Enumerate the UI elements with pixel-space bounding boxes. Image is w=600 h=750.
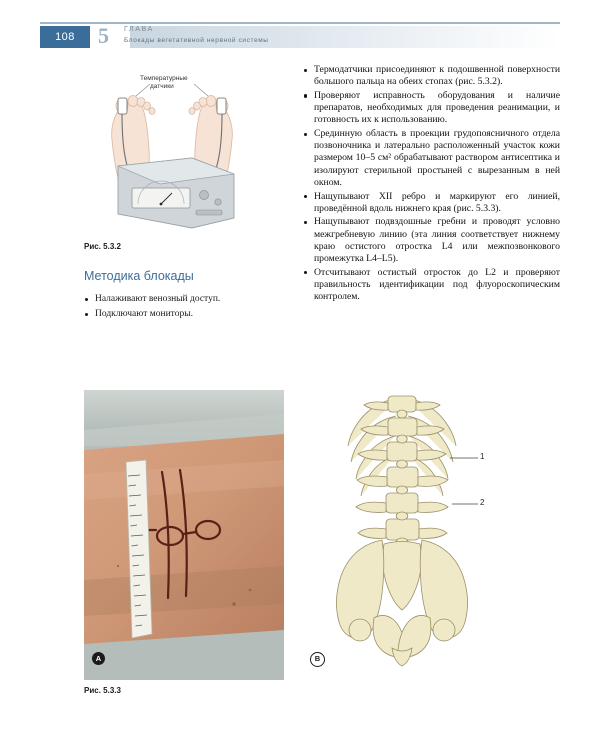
skeleton-label-2: 2 <box>480 498 485 507</box>
thermometer-device <box>118 158 234 228</box>
list-item: Проверяют исправность оборудования и наличие препаратов, необходимых для проведения реанимации, и готовность их к использованию. <box>302 90 560 127</box>
skeleton-label-1: 1 <box>480 452 485 461</box>
left-column <box>84 62 284 323</box>
figure-back-photo <box>84 390 284 680</box>
list-item: Налаживают венозный доступ. <box>84 293 284 306</box>
page-number: 108 <box>55 31 75 43</box>
feet-diagram-svg <box>84 62 284 242</box>
figure-1-caption: Рис. 5.3.2 <box>84 242 121 251</box>
svg-text:Температурные: Температурные <box>140 75 188 82</box>
header-rule <box>40 22 560 24</box>
right-column <box>302 64 560 305</box>
list-item: Нащупывают XII ребро и маркируют его линией, проведённой вдоль нижнего края (рис. 5.3.3). <box>302 191 560 215</box>
back-photo-svg <box>84 390 284 680</box>
figure-feet-thermometer <box>84 62 284 242</box>
skeleton-svg <box>302 390 502 680</box>
chapter-title: Блокады вегетативной нервной системы <box>124 37 269 44</box>
list-item: Срединную область в проекции грудопоясничного отдела позвоночника и латерально расположенный участок кожи размером 10–5 см² обрабатывают раствором антисептика и изолируют стерильной простыней с вырезанным в ней окном. <box>302 128 560 189</box>
list-item: Нащупывают подвздошные гребни и проводят условно межгребневую линию (эта линия соответствует нижнему краю остистого отростка L4 или межпозвонкового промежутка L4–L5). <box>302 216 560 265</box>
folio-box <box>40 26 90 48</box>
list-item: Отсчитывают остистый отросток до L2 и проверяют правильность идентификации под флуороскопическим контролем. <box>302 267 560 304</box>
list-item: Подключают мониторы. <box>84 308 284 321</box>
section-heading: Методика блокады <box>84 269 194 283</box>
chapter-word: ГЛАВА <box>124 26 154 33</box>
figure-2-caption: Рис. 5.3.3 <box>84 686 121 695</box>
chapter-number: 5 <box>98 23 109 48</box>
page-header <box>40 22 560 56</box>
svg-text:датчики: датчики <box>150 83 174 90</box>
list-item: Термодатчики присоединяют к подошвенной поверхности большого пальца на обеих стопах (рис. 5.3.2). <box>302 64 560 88</box>
panel-label-b: B <box>310 652 325 667</box>
panel-label-a: A <box>92 652 105 665</box>
figure-skeleton-diagram <box>302 390 502 680</box>
method-bullet-list <box>84 293 284 321</box>
procedure-bullet-list <box>302 64 560 303</box>
